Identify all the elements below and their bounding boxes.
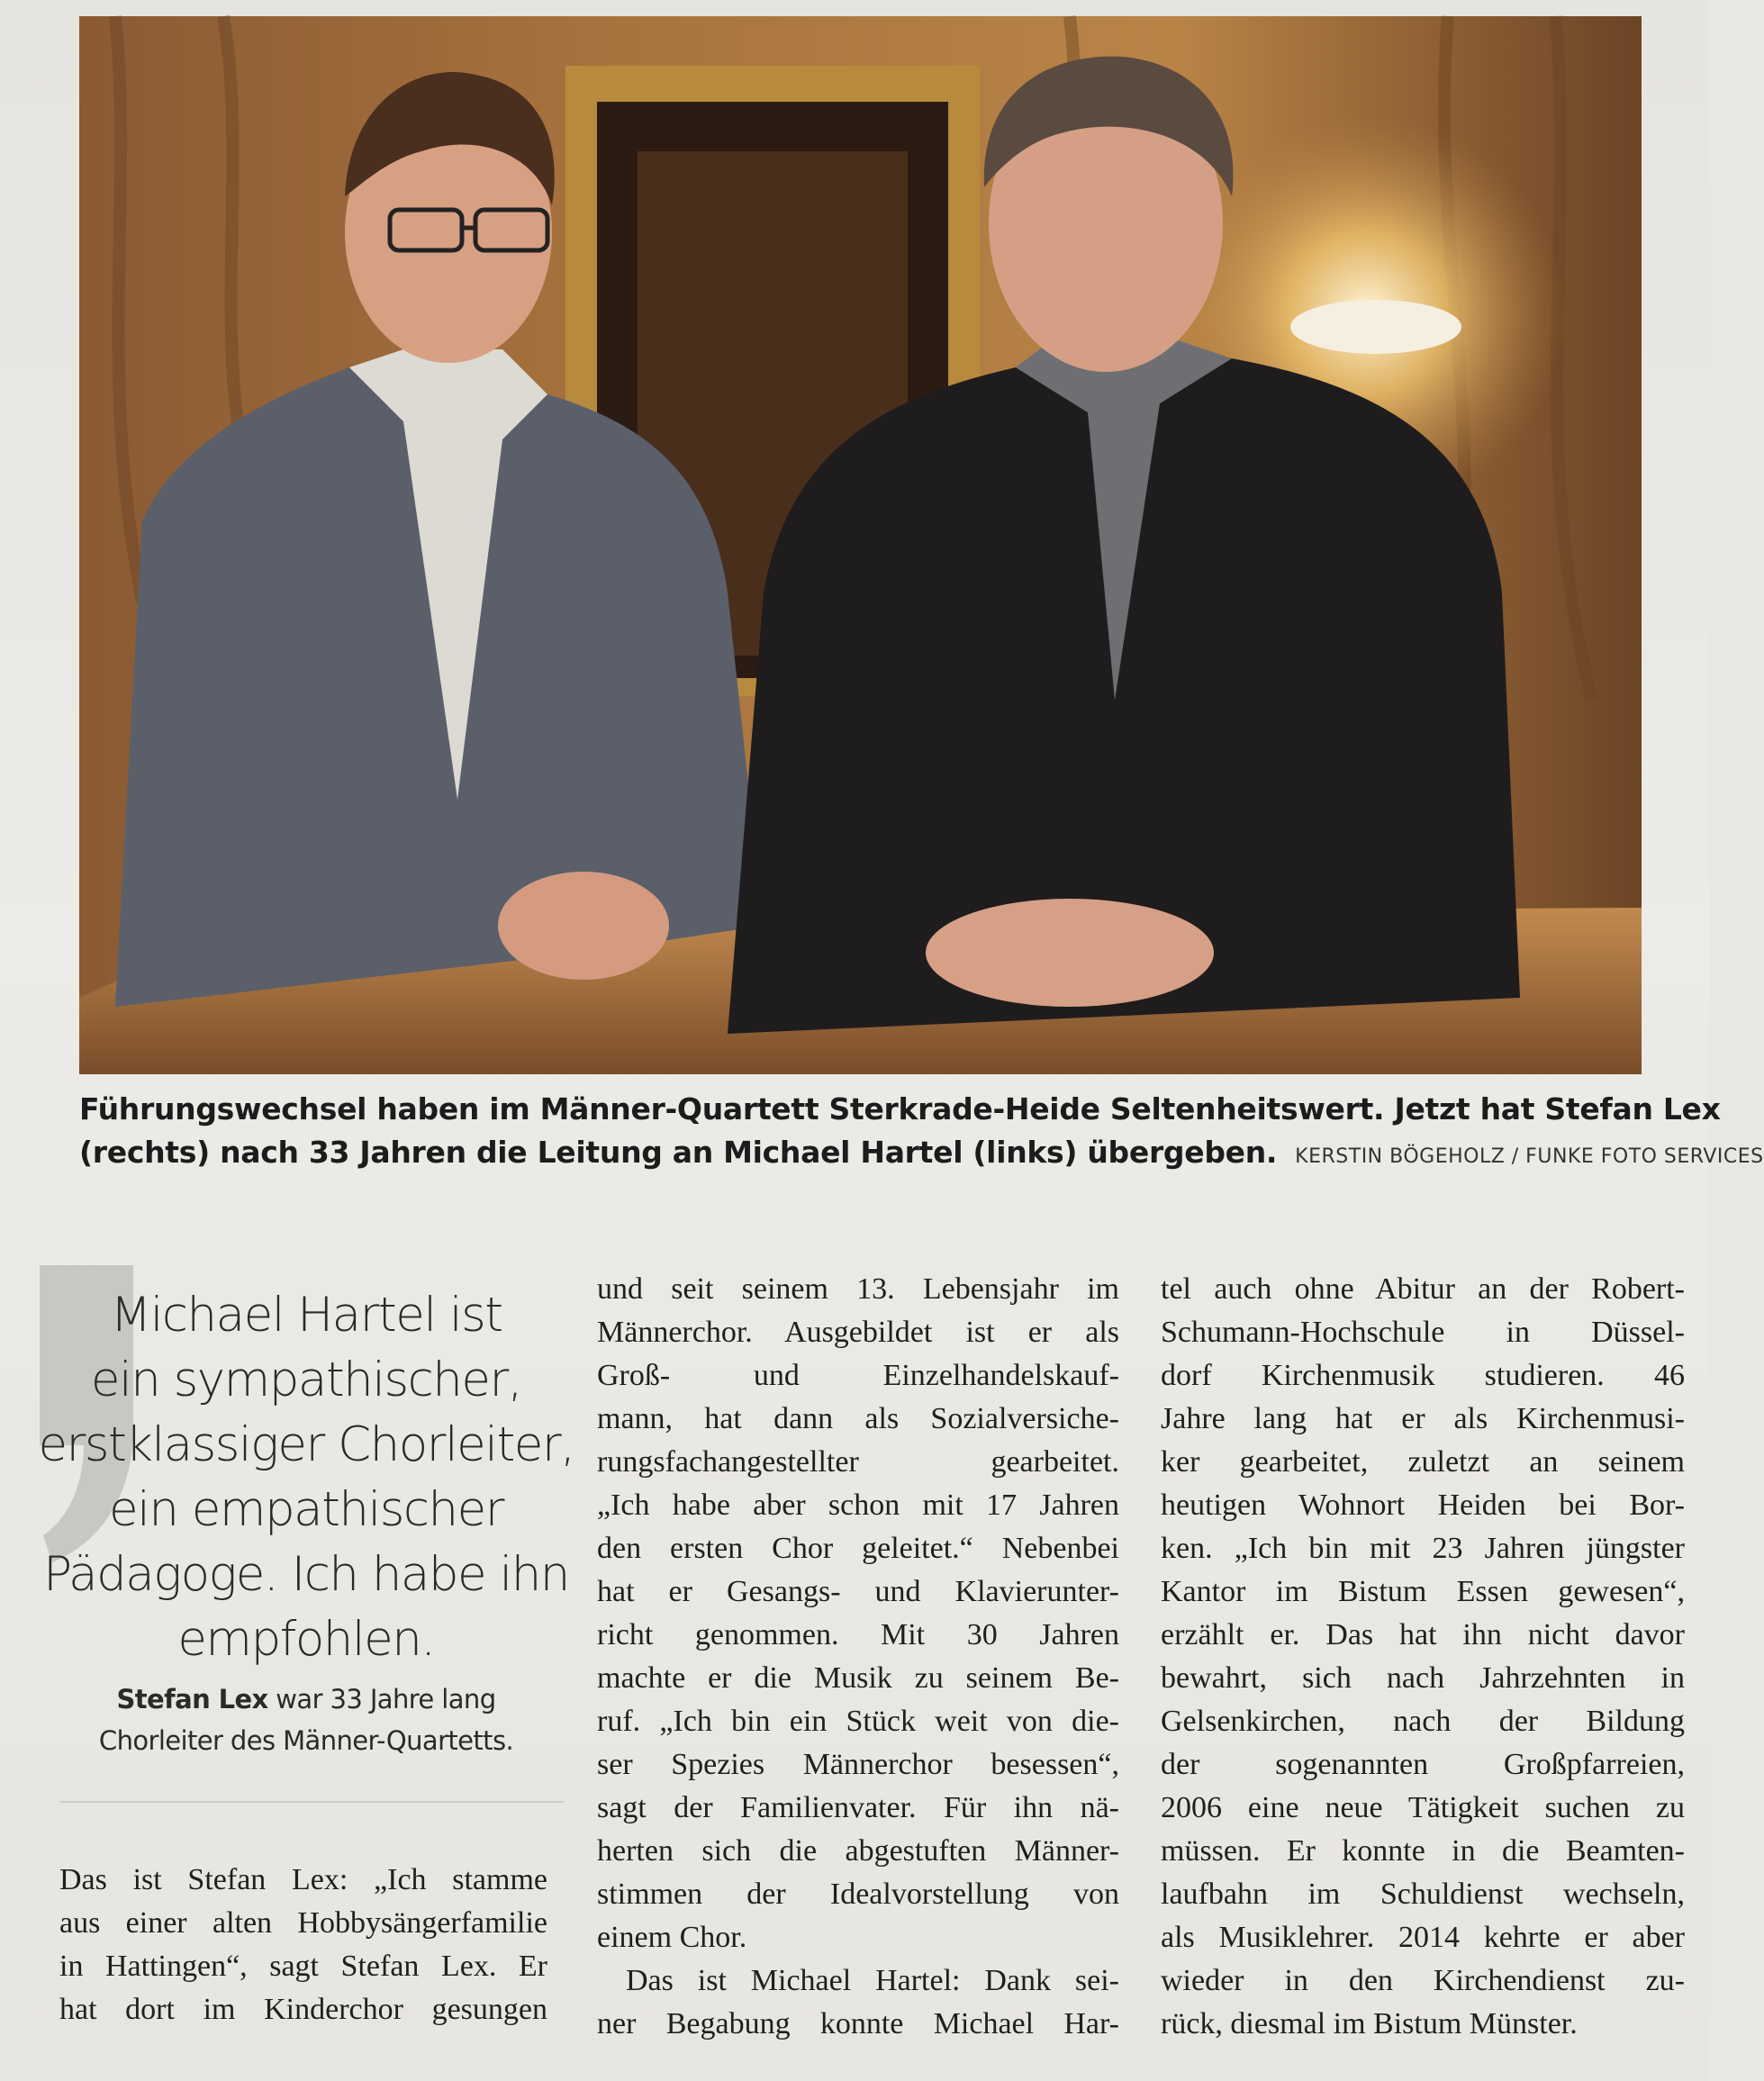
article-column-2 <box>597 1268 1119 2046</box>
caption-line-1: Führungswechsel haben im Männer-Quartett Sterkrade-Heide Seltenheitswert. Jetzt hat Stefan Lex <box>79 1091 1721 1126</box>
text-line: aus einer alten Hobbysängerfamilie <box>59 1906 547 1940</box>
photo-credit: KERSTIN BÖGEHOLZ / FUNKE FOTO SERVICES <box>1295 1145 1764 1168</box>
article-photo <box>79 16 1642 1074</box>
text-line: Kantor im Bistum Essen gewesen“, <box>1161 1575 1685 1608</box>
text-line: heutigen Wohnort Heiden bei Bor- <box>1161 1488 1685 1522</box>
text-line: wieder in den Kirchendienst zu- <box>1161 1964 1685 1997</box>
text-line: 2006 eine neue Tätigkeit suchen zu <box>1161 1791 1685 1824</box>
text-line: müssen. Er konnte in die Beamten- <box>1161 1834 1685 1868</box>
pull-quote <box>36 1283 576 1672</box>
text-line: ner Begabung konnte Michael Har- <box>597 2007 1119 2040</box>
text-line: der sogenannten Großpfarreien, <box>1161 1748 1685 1781</box>
text-line: stimmen der Idealvorstellung von <box>597 1877 1119 1911</box>
text-line: dorf Kirchenmusik studieren. 46 <box>1161 1359 1685 1392</box>
pull-quote-line: empfohlen. <box>177 1612 435 1667</box>
text-line: ken. „Ich bin mit 23 Jahren jüngster <box>1161 1532 1685 1565</box>
text-line: ruf. „Ich bin ein Stück weit von die- <box>597 1705 1119 1738</box>
text-line: laufbahn im Schuldienst wechseln, <box>1161 1877 1685 1911</box>
pull-quote-line: Michael Hartel ist <box>110 1288 502 1343</box>
text-line: als Musiklehrer. 2014 kehrte er aber <box>1161 1921 1685 1954</box>
text-line: Gelsenkirchen, nach der Bildung <box>1161 1705 1685 1738</box>
text-line: Das ist Stefan Lex: „Ich stamme <box>59 1863 547 1896</box>
attribution-text-2: Chorleiter des Männer-Quartetts. <box>98 1725 514 1756</box>
text-line: mann, hat dann als Sozialversiche- <box>597 1402 1119 1435</box>
pull-quote-attribution <box>54 1678 558 1761</box>
text-line: in Hattingen“, sagt Stefan Lex. Er <box>59 1950 547 1983</box>
text-line: Groß- und Einzelhandelskauf- <box>597 1359 1119 1392</box>
text-line: Schumann-Hochschule in Düssel- <box>1161 1316 1685 1349</box>
pull-quote-line: Pädagoge. Ich habe ihn <box>43 1547 569 1602</box>
text-line: erzählt er. Das hat ihn nicht davor <box>1161 1618 1685 1651</box>
text-line: herten sich die abgestuften Männer- <box>597 1834 1119 1868</box>
text-line: rück, diesmal im Bistum Münster. <box>1161 2007 1578 2040</box>
text-line: hat dort im Kinderchor gesungen <box>59 1993 547 2026</box>
attribution-name: Stefan Lex <box>116 1684 268 1715</box>
text-line: Jahre lang hat er als Kirchenmusi- <box>1161 1402 1685 1435</box>
photo-two-men-at-table-icon <box>79 16 1642 1074</box>
caption-line-2: (rechts) nach 33 Jahren die Leitung an Michael Hartel (links) übergeben. <box>79 1135 1278 1170</box>
pull-quote-line: ein empathischer <box>109 1482 503 1537</box>
attribution-text: war 33 Jahre lang <box>267 1684 496 1715</box>
text-line: ker gearbeitet, zuletzt an seinem <box>1161 1445 1685 1479</box>
text-line: den ersten Chor geleitet.“ Nebenbei <box>597 1532 1119 1565</box>
text-line: Das ist Michael Hartel: Dank sei- <box>626 1964 1119 1997</box>
text-line: einem Chor. <box>597 1921 747 1954</box>
divider <box>59 1801 564 1803</box>
pull-quote-line: erstklassiger Chorleiter, <box>38 1417 574 1472</box>
text-line: ser Spezies Männerchor besessen“, <box>597 1748 1119 1781</box>
text-line: Männerchor. Ausgebildet ist er als <box>597 1316 1119 1349</box>
text-line: richt genommen. Mit 30 Jahren <box>597 1618 1119 1651</box>
text-line: hat er Gesangs- und Klavierunter- <box>597 1575 1119 1608</box>
article-column-3 <box>1161 1268 1685 2046</box>
text-line: machte er die Musik zu seinem Be- <box>597 1661 1119 1695</box>
text-line: und seit seinem 13. Lebensjahr im <box>597 1272 1119 1306</box>
pull-quote-line: ein sympathischer, <box>90 1353 522 1407</box>
text-line: „Ich habe aber schon mit 17 Jahren <box>597 1488 1119 1522</box>
text-line: tel auch ohne Abitur an der Robert- <box>1161 1272 1685 1306</box>
text-line: sagt der Familienvater. Für ihn nä- <box>597 1791 1119 1824</box>
article-column-1 <box>59 1859 547 2031</box>
text-line: rungsfachangestellter gearbeitet. <box>597 1445 1119 1479</box>
text-line: bewahrt, sich nach Jahrzehnten in <box>1161 1661 1685 1695</box>
photo-caption <box>79 1088 1764 1179</box>
